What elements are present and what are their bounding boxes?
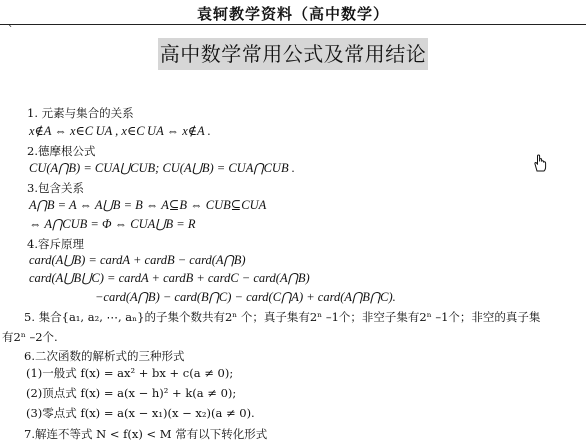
formula-inclusion-2: ⇔ A⋂CUB = Φ ⇔ CUA⋃B = R [29, 217, 196, 231]
section-1-heading: 1. 元素与集合的关系 [27, 106, 134, 120]
section-2-heading: 2.德摩根公式 [27, 144, 96, 158]
section-6-heading: 6.二次函数的解析式的三种形式 [24, 349, 185, 363]
document-title: 高中数学常用公式及常用结论 [158, 38, 428, 70]
formula-de-morgan: CU(A⋂B) = CUA⋃CUB; CU(A⋃B) = CUA⋂CUB . [29, 161, 295, 175]
quadratic-general-form: (1)一般式 f(x) = ax² + bx + c(a ≠ 0); [26, 366, 234, 380]
formula-element-set: x∉A ⇔ x∈C UA , x∈C UA ⇔ x∉A . [29, 124, 211, 138]
quadratic-zero-form: (3)零点式 f(x) = a(x − x₁)(x − x₂)(a ≠ 0). [26, 406, 255, 420]
page-header [0, 0, 586, 25]
section-4-heading: 4.容斥原理 [27, 237, 84, 251]
header-title: 袁轲教学资料（高中数学） [196, 5, 389, 23]
formula-inclusion-exclusion-3: −card(A⋂B) − card(B⋂C) − card(C⋂A) + card(A⋂B⋂C). [95, 290, 396, 304]
formula-inclusion-exclusion-1: card(A⋃B) = cardA + cardB − card(A⋂B) [29, 253, 246, 267]
section-3-heading: 3.包含关系 [27, 181, 84, 195]
section-5-text: 5. 集合{a₁, a₂, ⋯, aₙ}的子集个数共有2ⁿ 个；真子集有2ⁿ –1个；非空子集有2ⁿ –1个；非空的真子集 [24, 310, 541, 324]
section-7-heading: 7.解连不等式 N < f(x) < M 常有以下转化形式 [24, 427, 268, 441]
formula-inclusion-exclusion-2: card(A⋃B⋃C) = cardA + cardB + cardC − card(A⋂B) [29, 271, 310, 285]
section-5-continued: 有2ⁿ –2个. [2, 330, 58, 344]
formula-inclusion-1: A⋂B = A ⇔ A⋃B = B ⇔ A⊆B ⇔ CUB⊆CUA [29, 198, 267, 212]
stray-mark: ` [8, 24, 14, 37]
hand-cursor-icon [531, 153, 551, 173]
quadratic-vertex-form: (2)顶点式 f(x) = a(x − h)² + k(a ≠ 0); [26, 386, 237, 400]
